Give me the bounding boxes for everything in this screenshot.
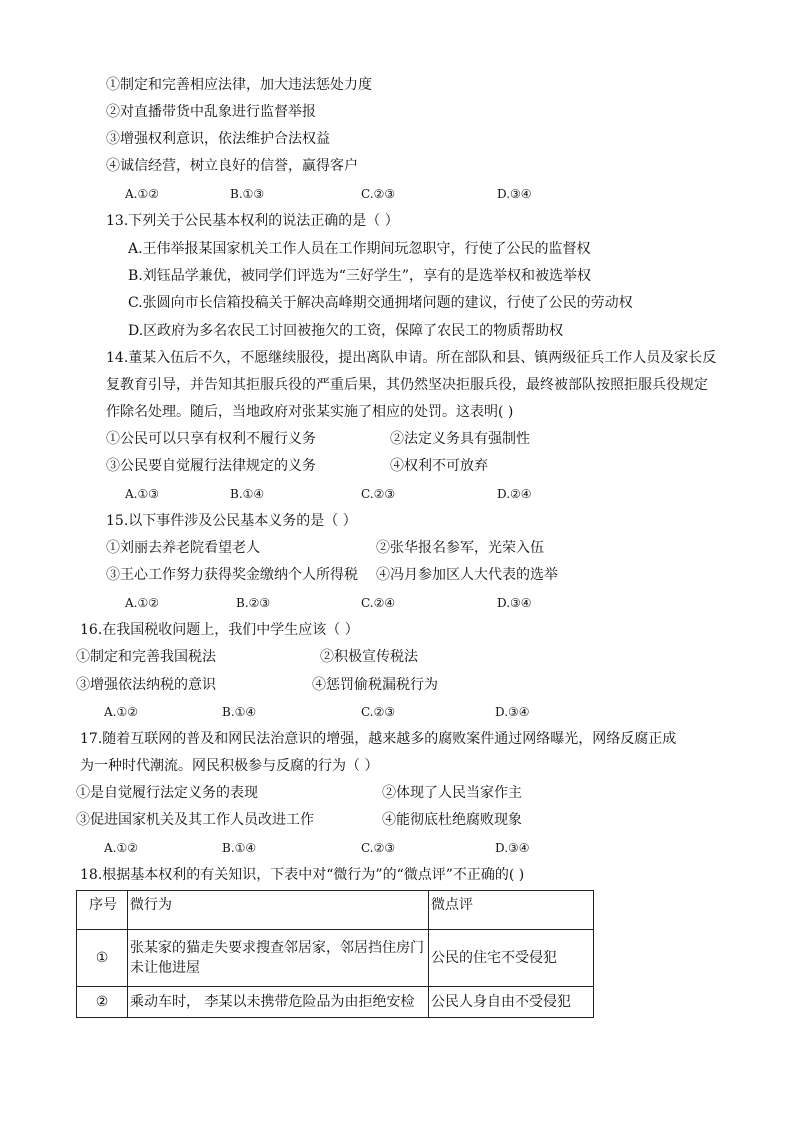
q18-stem: 18.根据基本权利的有关知识，下表中对“微行为”的“微点评”不正确的( ) (80, 867, 525, 883)
q16-item-1: ①制定和完善我国税法 (76, 649, 216, 665)
table-header-row (77, 891, 594, 930)
table-row (77, 930, 594, 987)
row-number: ② (77, 987, 128, 1018)
q15-item-3: ③王心工作努力获得奖金缴纳个人所得税 (106, 567, 358, 583)
q16-item-3: ③增强依法纳税的意识 (76, 677, 216, 693)
intro-option-b: B.①③ (230, 187, 265, 201)
q14-option-b: B.①④ (230, 487, 265, 501)
q15-item-4: ④冯月参加区人大代表的选举 (376, 567, 558, 583)
q15-option-d: D.③④ (497, 596, 532, 610)
intro-item-2: ②对直播带货中乱象进行监督举报 (106, 104, 316, 120)
q15-stem: 15.以下事件涉及公民基本义务的是（ ） (106, 513, 357, 529)
row-behavior-line: 未让他进屋 (130, 960, 200, 976)
q16-option-d: D.③④ (495, 705, 530, 719)
q14-item-2: ②法定义务具有强制性 (390, 431, 530, 447)
q17-stem-line-2: 为一种时代潮流。网民积极参与反腐的行为（ ） (80, 758, 379, 774)
q14-item-3: ③公民要自觉履行法律规定的义务 (106, 458, 316, 474)
q17-option-b: B.①④ (222, 841, 257, 855)
q17-item-3: ③促进国家机关及其工作人员改进工作 (76, 812, 314, 828)
q15-option-b: B.②③ (236, 596, 271, 610)
q15-item-1: ①刘丽去养老院看望老人 (106, 540, 260, 556)
intro-option-a: A.①② (125, 187, 159, 201)
q16-item-2: ②积极宣传税法 (320, 649, 418, 665)
q14-stem-line-3: 作除名处理。随后，当地政府对张某实施了相应的处罚。这表明( ) (106, 404, 514, 420)
q13-choice-c: C.张圆向市长信箱投稿关于解决高峰期交通拥堵问题的建议，行使了公民的劳动权 (128, 295, 633, 311)
q17-option-a: A.①② (104, 841, 138, 855)
q16-option-a: A.①② (104, 705, 138, 719)
intro-option-c: C.②③ (361, 187, 396, 201)
q14-item-4: ④权利不可放弃 (390, 458, 488, 474)
intro-item-4: ④诚信经营，树立良好的信誉，赢得客户 (106, 158, 358, 174)
header-number: 序号 (77, 891, 128, 930)
q17-option-c: C.②③ (361, 841, 396, 855)
row-comment: 公民的住宅不受侵犯 (429, 930, 594, 987)
q13-choice-b: B.刘钰品学兼优，被同学们评选为“三好学生”，享有的是选举权和被选举权 (128, 268, 592, 284)
header-comment: 微点评 (429, 891, 594, 930)
row-behavior (128, 930, 429, 987)
q16-option-c: C.②③ (361, 705, 396, 719)
row-number: ① (77, 930, 128, 987)
row-behavior-line: 乘动车时， 李某以未携带危险品为由拒绝安检 (130, 994, 415, 1010)
row-comment: 公民人身自由不受侵犯 (429, 987, 594, 1018)
q14-stem-line-1: 14.董某入伍后不久，不愿继续服役，提出离队申请。所在部队和县、镇两级征兵工作人员及家长反 (106, 350, 717, 366)
table-row (77, 987, 594, 1018)
q13-choice-d: D.区政府为多名农民工讨回被拖欠的工资，保障了农民工的物质帮助权 (128, 323, 564, 339)
row-behavior-line: 张某家的猫走失要求搜查邻居家，邻居挡住房门 (130, 940, 424, 956)
intro-option-d: D.③④ (497, 187, 532, 201)
q17-item-4: ④能彻底杜绝腐败现象 (382, 812, 522, 828)
q15-option-a: A.①② (125, 596, 159, 610)
q17-stem-line-1: 17.随着互联网的普及和网民法治意识的增强，越来越多的腐败案件通过网络曝光，网络反腐正成 (80, 731, 677, 747)
q16-stem: 16.在我国税收问题上，我们中学生应该（ ） (80, 622, 359, 638)
q16-item-4: ④惩罚偷税漏税行为 (312, 677, 438, 693)
row-behavior (128, 987, 429, 1018)
q14-stem-line-2: 复教育引导，并告知其拒服兵役的严重后果，其仍然坚决拒服兵役，最终被部队按照拒服兵役规定 (106, 377, 708, 393)
q14-option-c: C.②③ (361, 487, 396, 501)
q16-option-b: B.①④ (222, 705, 257, 719)
q13-choice-a: A.王伟举报某国家机关工作人员在工作期间玩忽职守，行使了公民的监督权 (128, 241, 591, 257)
q17-item-1: ①是自觉履行法定义务的表现 (76, 785, 258, 801)
intro-item-3: ③增强权利意识，依法维护合法权益 (106, 131, 330, 147)
q15-item-2: ②张华报名参军，光荣入伍 (376, 540, 544, 556)
header-behavior: 微行为 (128, 891, 429, 930)
q17-item-2: ②体现了人民当家作主 (382, 785, 522, 801)
q18-table (76, 890, 594, 1018)
q14-item-1: ①公民可以只享有权利不履行义务 (106, 431, 316, 447)
q15-option-c: C.②④ (361, 596, 396, 610)
intro-item-1: ①制定和完善相应法律，加大违法惩处力度 (106, 77, 372, 93)
q14-option-a: A.①③ (125, 487, 159, 501)
q17-option-d: D.③④ (495, 841, 530, 855)
q14-option-d: D.②④ (497, 487, 532, 501)
q13-stem: 13.下列关于公民基本权利的说法正确的是（ ） (106, 213, 399, 229)
